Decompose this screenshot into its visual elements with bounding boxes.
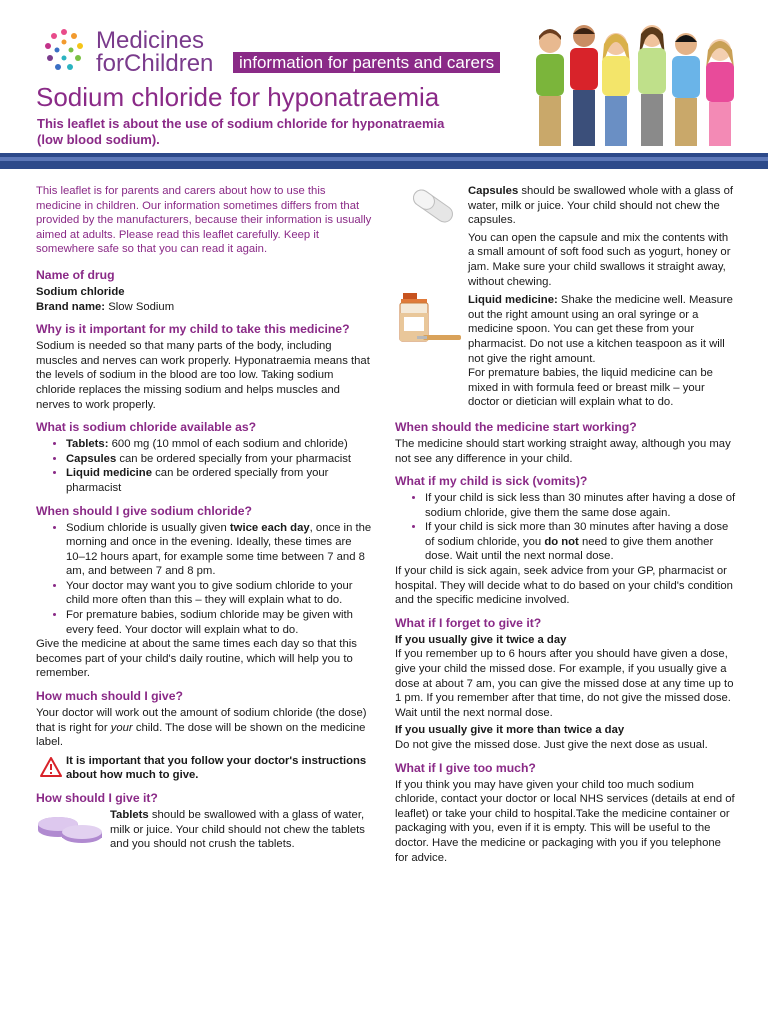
too-much-heading: What if I give too much? [395, 760, 536, 775]
forget-subheading-2-text: If you usually give it more than twice a day [395, 724, 625, 737]
how-give-heading: How should I give it? [36, 791, 158, 805]
liquid-text: Shake the medicine well. Measure out the right amount using an oral syringe or a medicine spoon. You can get these from your pharmacist. Do not use a kitchen teaspoon as it will not give the right amount. [468, 294, 733, 365]
tablets-icon [36, 810, 106, 850]
audience-banner: information for parents and carers [233, 52, 500, 73]
capsules-block [395, 184, 737, 228]
drug-name [36, 285, 372, 300]
available-heading: What is sodium chloride available as? [36, 420, 257, 435]
header-stripe-highlight [0, 157, 768, 161]
logo-text-line1: Medicines [96, 27, 205, 54]
tablets-text: should be swallowed with a glass of water, milk or juice. Your child should not chew the tablets and you should not crush the tablets. [110, 809, 365, 851]
right-column [395, 184, 737, 865]
liquid-block [395, 293, 737, 366]
how-much-heading: How much should I give? [36, 689, 183, 704]
list-item: • Your doctor may want you to give sodium chloride to your child more often than this – they will explain what to do. [66, 579, 372, 608]
forget-subheading-1 [395, 633, 737, 648]
name-of-drug-heading: Name of drug [36, 267, 115, 282]
how-much-text-c: child. The dose will be shown on the medicine label. [36, 721, 366, 749]
sick-heading: What if my child is sick (vomits)? [395, 474, 588, 489]
sick-after-text: If your child is sick again, seek advice from your GP, pharmacist or hospital. They will decide what to do based on your child's condition and the specific medicine involved. [395, 565, 733, 607]
available-list [36, 437, 372, 495]
how-much-text [36, 706, 372, 750]
forget-text-2: Do not give the missed dose. Just give the next dose as usual. [395, 739, 708, 751]
liquid-text-2: For premature babies, the liquid medicine can be mixed in with formula feed or breast milk – your doctor or dietician will explain what to do. [468, 367, 713, 409]
warning-text: It is important that you follow your doctor's instructions about how much to give. [66, 754, 367, 782]
drug-name-value: Sodium chloride [36, 285, 125, 298]
list-item-text: need to give them another dose. Wait until the next normal dose. [425, 535, 714, 563]
forget-text-1: If you remember up to 6 hours after you should have given a dose, give your child the missed dose. For example, if you usually give a dose at about 7 am, you can give the missed dose at any time up to 1 pm. If you remember after that time, do not give the missed dose. Wait until the next normal dose. [395, 648, 734, 719]
list-item-text: can be ordered specially from your pharmacist [116, 452, 352, 465]
list-item-bold: do not [544, 535, 579, 548]
when-heading: When should I give sodium chloride? [36, 503, 253, 518]
list-item-bold: Liquid medicine [66, 467, 152, 480]
start-working-text: The medicine should start working straight away, although you may not see any difference in your child. [395, 437, 731, 465]
children-photo [528, 20, 764, 170]
list-item-bold: Capsules [66, 452, 117, 465]
brand-name-value: Slow Sodium [105, 300, 175, 313]
how-much-text-emphasis: your [110, 721, 133, 734]
capsules-label: Capsules [468, 185, 519, 197]
warning-icon [40, 757, 62, 777]
list-item-text: 600 mg (10 mmol of each sodium and chloride) [108, 438, 348, 451]
sick-list [395, 491, 737, 564]
list-item-text: If your child is sick more than 30 minutes after having a dose of sodium chloride, you [425, 521, 729, 548]
list-item-text: Sodium chloride is usually given [66, 521, 230, 534]
list-item-bold: twice each day [229, 521, 310, 534]
when-after-text: Give the medicine at about the same times each day so that this becomes part of your child's daily routine, which will help you to remember. [36, 638, 357, 680]
page-subtitle [37, 116, 517, 148]
start-working-heading: When should the medicine start working? [395, 419, 637, 434]
forget-subheading-1-text: If you usually give it twice a day [395, 633, 567, 646]
why-text: Sodium is needed so that many parts of the body, including muscles and nerves can work properly. Hyponatraemia means that the levels of sodium in the blood are too low. Taking sodium chloride replaces the missing sodium and helps muscles and nerves to work properly. [36, 340, 370, 411]
page-title: Sodium chloride for hyponatraemia [36, 82, 440, 112]
logo-text-line2: forChildren [96, 50, 214, 77]
forget-subheading-2 [395, 723, 737, 738]
list-item [425, 520, 737, 564]
list-item: • For premature babies, sodium chloride may be given with every feed. Your doctor will explain what to do. [66, 608, 372, 637]
header-stripe [0, 153, 768, 169]
logo-mark-icon [38, 26, 90, 78]
left-column [36, 184, 372, 852]
capsules-text: should be swallowed whole with a glass of water, milk or juice. Your child should not chew the capsules. [468, 185, 733, 227]
medicine-bottle-icon [395, 293, 463, 347]
subtitle-line2: (low blood sodium). [37, 132, 160, 147]
when-list [36, 521, 372, 638]
forget-heading: What if I forget to give it? [395, 615, 542, 630]
intro-text: This leaflet is for parents and carers about how to use this medicine in children. Our information sometimes differs from that provided by the manufacturers, because their information is usually aimed at adults. Please read this leaflet carefully. Keep it somewhere safe so that you can read it again. [36, 185, 372, 256]
list-item [66, 452, 372, 467]
list-item-bold: Tablets: [66, 438, 109, 451]
capsule-icon [405, 186, 461, 226]
how-much-text-a: Your doctor will work out the amount of sodium chloride (the dose) that is right for [36, 707, 367, 734]
list-item [66, 437, 372, 452]
list-item-text: can be ordered specially from your pharmacist [66, 467, 329, 494]
subtitle-line1: This leaflet is about the use of sodium chloride for hyponatraemia [37, 116, 445, 131]
why-heading: Why is it important for my child to take this medicine? [36, 322, 350, 337]
warning-box [36, 754, 372, 783]
capsules-text-2: You can open the capsule and mix the contents with a small amount of soft food such as yogurt, honey or jam. Make sure your child swallows it straight away, without chewing. [468, 231, 731, 288]
list-item-text: , once in the morning and once in the evening. Ideally, these times are 10–12 hours apart, for example some time between 7 and 8 am, and between 7 and 8 pm. [66, 521, 372, 578]
brand-name-label: Brand name: [36, 300, 106, 313]
too-much-text: If you think you may have given your child too much sodium chloride, contact your doctor or local NHS services (details at end of leaflet) or take your child to hospital.Take the medicine container or packaging with you, even if it is empty. This will be useful to the doctor. Have the medicine or packaging with you if you telephone for advice. [395, 778, 735, 864]
list-item: • If your child is sick less than 30 minutes after having a dose of sodium chloride, give them the same dose again. [425, 491, 737, 520]
brand-name [36, 300, 372, 315]
list-item [66, 466, 372, 495]
list-item [66, 521, 372, 579]
tablets-label: Tablets [110, 809, 149, 821]
liquid-label: Liquid medicine: [468, 294, 558, 307]
logo [38, 26, 238, 78]
tablets-block [36, 808, 372, 852]
